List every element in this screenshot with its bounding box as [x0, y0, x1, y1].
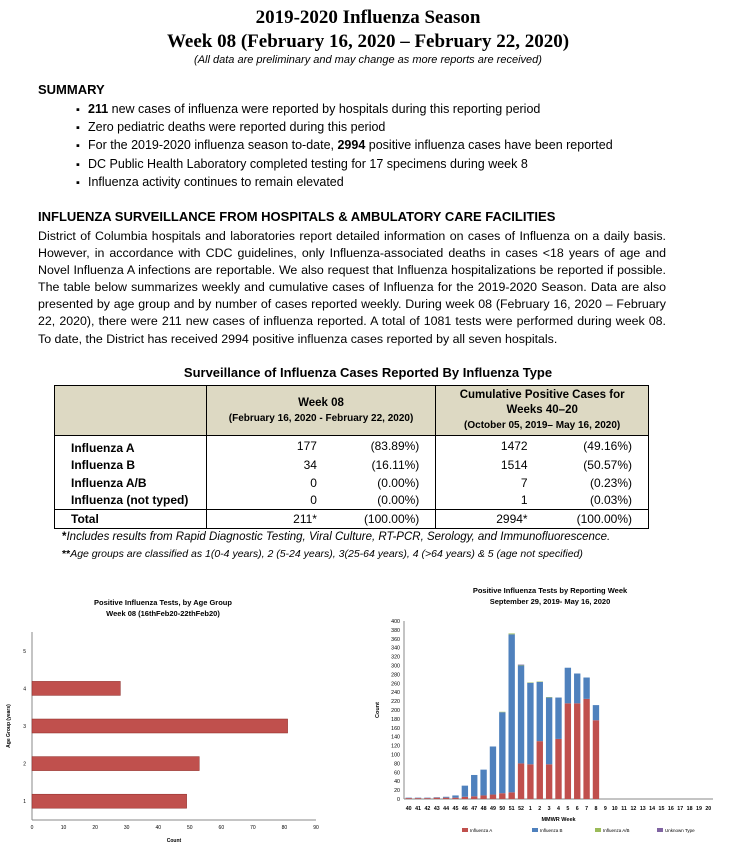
summary-item: ▪ 211 new cases of influenza were reported by hospitals during this reporting period: [76, 100, 613, 118]
week-count: 0: [206, 492, 321, 510]
cumulative-count: 1472: [436, 436, 532, 457]
y-tick-label: 5: [23, 648, 26, 655]
x-tick-label: 50: [499, 806, 506, 812]
x-tick-label: 8: [594, 806, 598, 812]
week-bar-segment: [490, 795, 496, 799]
summary-heading: SUMMARY: [38, 82, 105, 97]
row-label: Influenza A/B: [55, 474, 207, 492]
week-bar-segment: [452, 795, 458, 797]
x-tick-label: 7: [585, 806, 589, 812]
chart-subtitle: Week 08 (16thFeb20-22thFeb20): [106, 609, 220, 618]
cumulative-count: 7: [436, 474, 532, 492]
cumulative-percent: (0.23%): [532, 474, 649, 492]
table-header-row: [55, 386, 649, 436]
total-cumulative-percent: (100.00%): [532, 509, 649, 528]
x-tick-label: 49: [490, 806, 496, 812]
y-tick-label: 160: [391, 725, 400, 732]
preliminary-note: (All data are preliminary and may change as more reports are received): [194, 54, 542, 66]
total-label: Total: [55, 509, 207, 528]
x-tick-label: 45: [452, 806, 459, 812]
surveillance-paragraph: District of Columbia hospitals and laboratories report detailed information on cases of Influenza on a daily basis. However, in accordance with CDC guidelines, only Influenza-associated deaths in cases <18 years of age and Novel Influenza A infections are reportable. We also request that Influenza hospitalizations be reported if possible. The table below summarizes weekly and cumulative cases of Influenza for the 2019-2020 Season. Data are also presented by age group and by number of cases reported weekly. During week 08 (February 16, 2020 – February 22, 2020), there were 211 new cases of influenza reported. A total of 1081 tests were performed during week 08. To date, the District has received 2994 positive influenza cases reported by all seven hospitals.: [38, 229, 666, 346]
y-tick-label: 340: [391, 645, 400, 652]
week-bar-segment: [546, 698, 552, 765]
row-label: Influenza (not typed): [55, 492, 207, 510]
week-bar-segment: [537, 741, 543, 799]
legend-label: Influenza A: [470, 828, 493, 833]
week-bar-segment: [405, 798, 411, 799]
y-tick-label: 40: [394, 779, 400, 786]
week-percent: (83.89%): [370, 439, 420, 454]
table-footnote-2: **Age groups are classified as 1(0-4 years), 2 (5-24 years), 3(25-64 years), 4 (>64 years) & 5 (age not specified): [62, 548, 583, 560]
x-tick-label: 15: [658, 806, 665, 812]
week-bar-segment: [443, 797, 449, 798]
week-bar-segment: [490, 746, 496, 794]
y-tick-label: 200: [391, 708, 400, 714]
y-tick-label: 300: [391, 663, 400, 670]
week-bar-segment: [415, 798, 421, 799]
legend-label: Influenza A/B: [603, 828, 630, 833]
week-count: 34: [206, 457, 321, 475]
week-bar-segment: [555, 739, 561, 799]
y-tick-label: 140: [391, 734, 400, 741]
surveillance-heading: INFLUENZA SURVEILLANCE FROM HOSPITALS & AMBULATORY CARE FACILITIES: [38, 209, 556, 224]
week-count: 0: [206, 474, 321, 492]
x-tick-label: 11: [621, 806, 627, 812]
y-tick-label: 0: [397, 797, 400, 803]
x-tick-label: 2: [538, 806, 542, 812]
week-bar-segment: [462, 786, 468, 797]
week-bar-segment: [574, 674, 580, 704]
week-bar-segment: [593, 705, 599, 720]
legend-swatch: [532, 828, 538, 832]
x-tick-label: 16: [667, 806, 674, 812]
summary-list: [76, 100, 613, 191]
week-bar-segment: [565, 703, 571, 799]
y-tick-label: 220: [391, 699, 400, 706]
week-bar-segment: [508, 633, 514, 634]
week-percent: (0.00%): [377, 475, 420, 490]
table-row: [55, 436, 649, 457]
age-bar: [32, 794, 187, 808]
y-tick-label: 240: [391, 690, 400, 697]
week-bar-segment: [480, 770, 486, 796]
week-count: 177: [206, 436, 321, 457]
x-tick-label: 41: [415, 806, 421, 812]
week-bar-segment: [518, 763, 524, 799]
legend-label: Unknown Type: [665, 828, 695, 833]
x-tick-label: 3: [547, 806, 551, 812]
x-tick-label: 13: [639, 806, 646, 812]
x-tick-label: 90: [313, 825, 319, 831]
x-tick-label: 17: [677, 806, 684, 812]
y-tick-label: 4: [23, 686, 26, 693]
y-axis-label: Count: [375, 702, 381, 718]
cumulative-percent: (0.03%): [532, 492, 649, 510]
age-bar: [32, 757, 199, 771]
y-tick-label: 280: [391, 672, 400, 679]
week-bar-segment: [452, 798, 458, 799]
y-tick-label: 60: [394, 770, 400, 777]
x-tick-label: 44: [443, 806, 450, 812]
week-bar-segment: [443, 798, 449, 799]
y-tick-label: 80: [394, 761, 400, 768]
x-axis-label: Count: [166, 838, 182, 844]
influenza-type-table: [54, 385, 649, 529]
week-bar-segment: [424, 798, 430, 799]
week-bar-segment: [537, 682, 543, 741]
x-tick-label: 6: [575, 806, 579, 812]
y-tick-label: 380: [391, 627, 400, 634]
week-bar-segment: [462, 797, 468, 799]
x-axis-label: MMWR Week: [541, 817, 576, 823]
summary-item: ▪ For the 2019-2020 influenza season to-date, 2994 positive influenza cases have been reported: [76, 136, 613, 154]
table-total-row: [55, 509, 649, 528]
week-bar-segment: [527, 764, 533, 799]
row-label: Influenza A: [55, 436, 207, 457]
x-tick-label: 48: [480, 806, 487, 812]
week-bar-segment: [471, 796, 477, 799]
table-row: [55, 457, 649, 475]
x-tick-label: 4: [557, 806, 560, 812]
week-bar-segment: [434, 798, 440, 799]
age-bar: [32, 681, 120, 695]
y-tick-label: 3: [23, 724, 26, 730]
age-group-chart: [0, 590, 350, 847]
week-bar-segment: [508, 634, 514, 792]
legend-label: Influenza B: [540, 828, 563, 833]
x-tick-label: 20: [705, 806, 712, 812]
x-tick-label: 10: [611, 806, 618, 812]
week-bar-segment: [499, 793, 505, 799]
y-tick-label: 1: [23, 799, 26, 806]
x-tick-label: 60: [218, 825, 225, 831]
x-tick-label: 40: [155, 825, 162, 831]
x-tick-label: 46: [461, 806, 468, 812]
y-tick-label: 180: [391, 716, 400, 723]
cumulative-count: 1514: [436, 457, 532, 475]
week-bar-segment: [565, 668, 571, 704]
x-tick-label: 47: [471, 806, 478, 812]
y-tick-label: 400: [391, 619, 400, 625]
y-axis-label: Age Group (years): [6, 704, 12, 748]
y-tick-label: 120: [391, 743, 400, 750]
table-header-cumulative: Cumulative Positive Cases for Weeks 40–20 (October 05, 2019– May 16, 2020): [436, 386, 649, 436]
y-tick-label: 20: [394, 788, 400, 795]
week-percent: (0.00%): [377, 493, 420, 507]
legend-swatch: [595, 828, 601, 832]
x-tick-label: 10: [60, 825, 67, 831]
week-bar-segment: [471, 775, 477, 796]
x-tick-label: 52: [518, 806, 524, 812]
week-bar-segment: [555, 698, 561, 739]
y-tick-label: 320: [391, 654, 400, 661]
x-tick-label: 50: [186, 825, 193, 831]
week-bar-segment: [499, 712, 505, 793]
cumulative-percent: (50.57%): [532, 457, 649, 475]
x-tick-label: 0: [30, 825, 34, 831]
x-tick-label: 43: [433, 806, 440, 812]
summary-item: ▪ Zero pediatric deaths were reported during this period: [76, 118, 613, 136]
table-row: [55, 492, 649, 510]
x-tick-label: 5: [566, 806, 570, 812]
chart-title: Positive Influenza Tests by Reporting Week: [472, 586, 628, 595]
total-week-count: 211*: [206, 509, 321, 528]
week-bar-segment: [546, 764, 552, 799]
week-percent: (16.11%): [371, 458, 420, 473]
y-tick-label: 2: [23, 761, 26, 768]
x-tick-label: 1: [528, 806, 532, 812]
x-tick-label: 20: [92, 825, 98, 831]
report-title: 2019-2020 Influenza Season: [255, 7, 481, 28]
week-bar-segment: [583, 699, 589, 799]
row-label: Influenza B: [55, 457, 207, 475]
x-tick-label: 12: [630, 806, 637, 812]
week-bar-segment: [574, 703, 580, 799]
reporting-week-chart: [360, 580, 736, 847]
table-row: [55, 474, 649, 492]
x-tick-label: 9: [603, 806, 607, 812]
x-tick-label: 18: [686, 806, 693, 812]
legend-swatch: [657, 828, 663, 832]
x-tick-label: 70: [250, 825, 256, 831]
summary-item: ▪ DC Public Health Laboratory completed testing for 17 specimens during week 8: [76, 155, 613, 173]
x-tick-label: 51: [508, 806, 515, 812]
x-tick-label: 30: [123, 825, 130, 831]
cumulative-count: 1: [436, 492, 532, 510]
x-tick-label: 14: [649, 806, 656, 812]
report-subtitle: Week 08 (February 16, 2020 – February 22, 2020): [166, 31, 570, 52]
week-bar-segment: [518, 666, 524, 764]
table-footnote-1: *Includes results from Rapid Diagnostic Testing, Viral Culture, RT-PCR, Serology, and Immunofluorescence.: [62, 531, 611, 543]
x-tick-label: 42: [424, 806, 431, 812]
cumulative-percent: (49.16%): [532, 436, 649, 457]
week-bar-segment: [508, 792, 514, 799]
y-tick-label: 100: [391, 752, 400, 759]
y-tick-label: 260: [391, 681, 400, 688]
table-title: Surveillance of Influenza Cases Reported By Influenza Type: [183, 365, 553, 380]
chart-subtitle: September 29, 2019- May 16, 2020: [489, 597, 611, 606]
week-bar-segment: [583, 678, 589, 699]
x-tick-label: 80: [281, 825, 288, 831]
x-tick-label: 40: [405, 806, 412, 812]
summary-item: ▪ Influenza activity continues to remain elevated: [76, 173, 613, 191]
week-bar-segment: [527, 683, 533, 764]
week-bar-segment: [480, 795, 486, 799]
table-header-week: Week 08 (February 16, 2020 - February 22, 2020): [206, 386, 436, 436]
table-header-blank: [55, 386, 207, 436]
total-week-percent: (100.00%): [321, 509, 436, 528]
week-bar-segment: [593, 720, 599, 799]
chart-title: Positive Influenza Tests, by Age Group: [94, 598, 232, 607]
total-cumulative-count: 2994*: [436, 509, 532, 528]
age-bar: [32, 719, 288, 733]
legend-swatch: [462, 828, 468, 832]
y-tick-label: 360: [391, 636, 400, 643]
x-tick-label: 19: [696, 806, 702, 812]
